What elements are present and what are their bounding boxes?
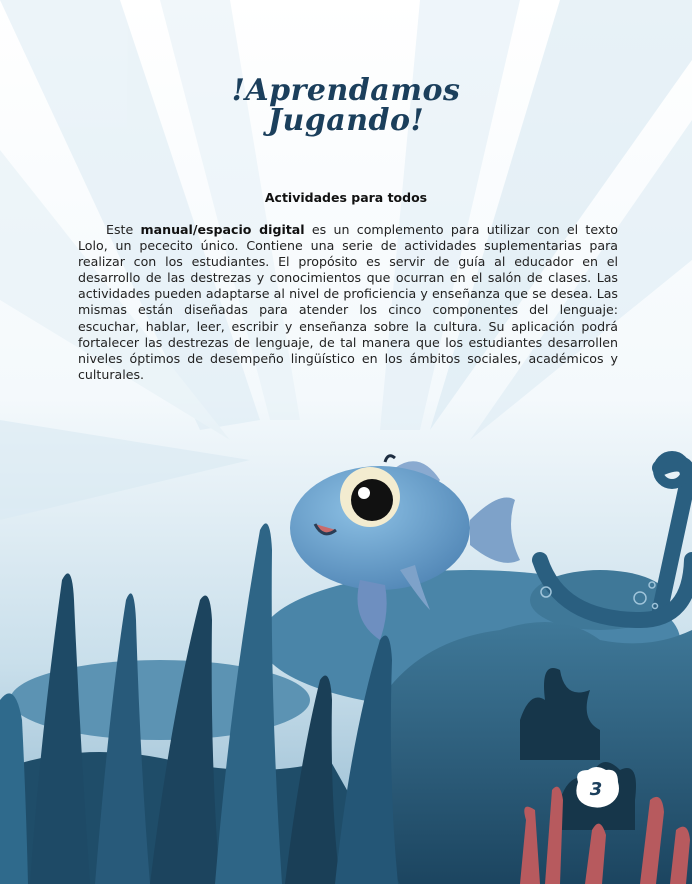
title-line-2: Jugando! (267, 103, 425, 138)
body-paragraph (78, 222, 618, 383)
paragraph-bold-term: manual/espacio digital (140, 222, 305, 237)
title-line-1: !Aprendamos (231, 73, 461, 108)
paragraph-text: es un complemento para utilizar con el texto Lolo, un pececito único. Contiene una serie de actividades suplementarias para realizar con los estudiantes. El propósito es servir de guía al educador en el desarrollo de las destrezas y conocimientos que ocurran en el salón de clases. Las actividades pueden adaptarse al nivel de proficiencia y enseñanza que se desea. Las mismas están diseñadas para atender los cinco componentes del lenguaje: escuchar, hablar, leer, escribir y enseñanza sobre la cultura. Su aplicación podrá fortalecer las destrezas de lenguaje, de tal manera que los estudiantes desarrollen niveles óptimos de desempeño lingüístico en los ámbitos sociales, académicos y culturales. (78, 222, 618, 382)
paragraph-intro: Este (106, 222, 141, 237)
section-heading: Actividades para todos (264, 190, 428, 205)
page-number: 3 (589, 778, 603, 800)
